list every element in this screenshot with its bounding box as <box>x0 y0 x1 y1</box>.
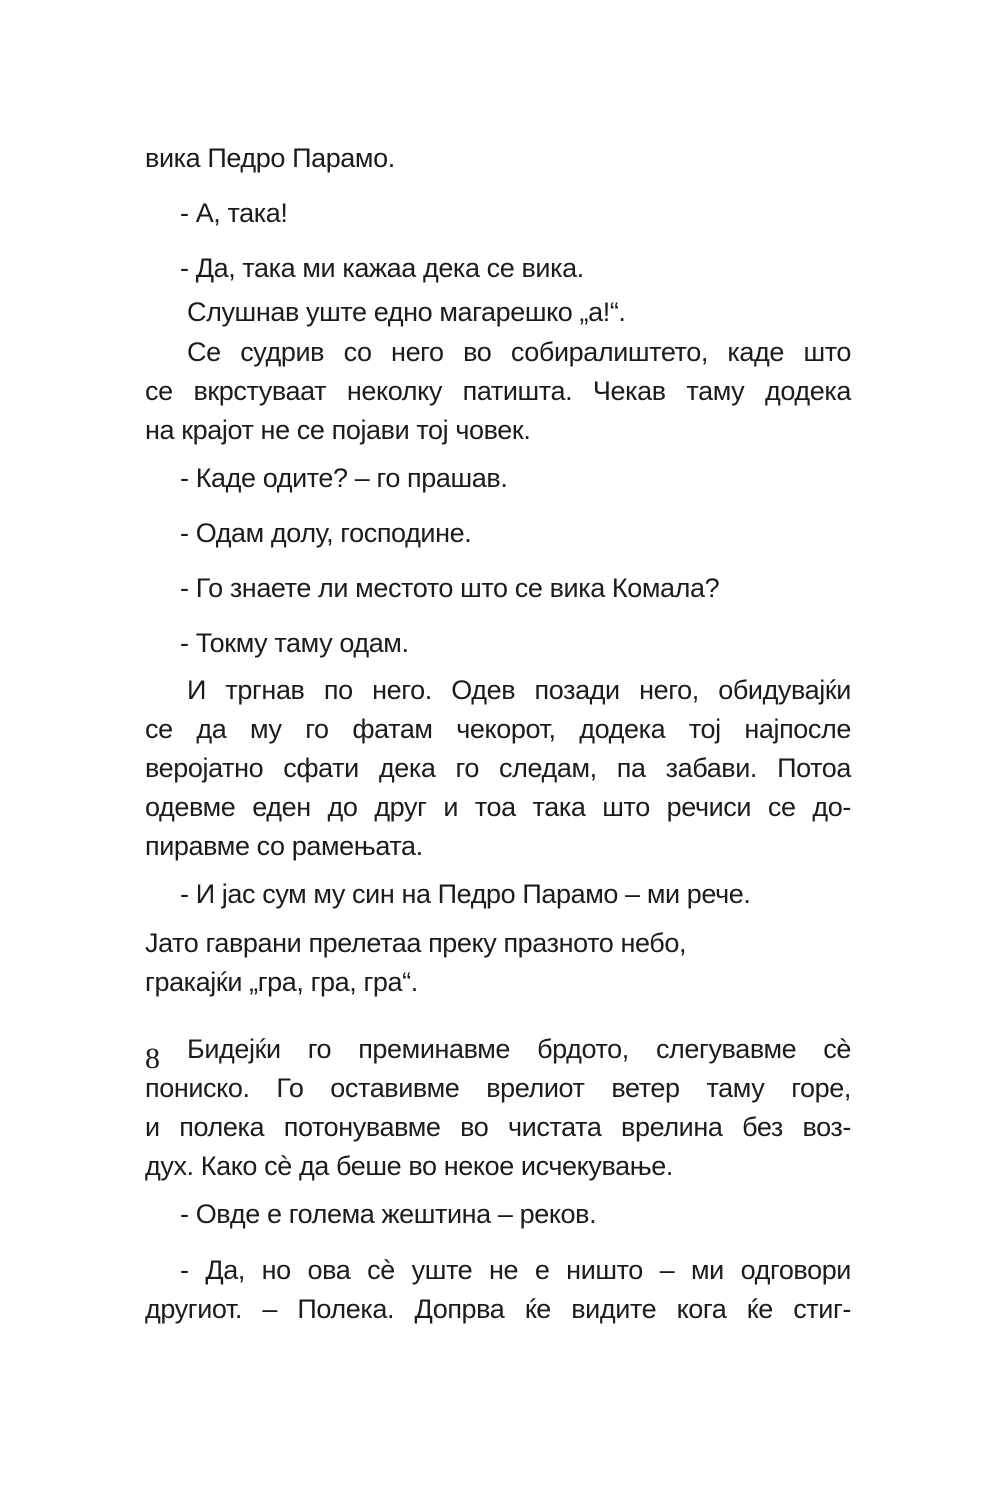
paragraph-line: гракајќи „гра, гра, гра“. <box>145 967 418 997</box>
paragraph-line: одевме еден до друг и тоа така што речиси се до- <box>145 792 851 822</box>
dialogue-line: - Каде одите? – го прашав. <box>180 463 508 493</box>
paragraph-line: Бидејќи го преминавме брдото, слегувавме сѐ <box>187 1034 851 1064</box>
paragraph-line: Јато гаврани прелетаа преку празното небо, <box>145 928 687 958</box>
paragraph-line: и полека потонувавме во чистата врелина без воз- <box>145 1112 851 1142</box>
paragraph-line: другиот. – Полека. Допрва ќе видите кога ќе стиг- <box>145 1294 851 1324</box>
dialogue-line: - А, така! <box>180 198 288 228</box>
paragraph-line: веројатно сфати дека го следам, па забави. Потоа <box>145 753 851 783</box>
text-line: вика Педро Парамо. <box>145 143 395 173</box>
paragraph-line: И тргнав по него. Одев позади него, обидувајќи <box>187 675 851 705</box>
page-number: 8 <box>145 1042 160 1075</box>
dialogue-line: - Да, но ова сѐ уште не е ништо – ми одговори <box>180 1255 851 1285</box>
paragraph-line: се вкрстуваат неколку патишта. Чекав таму додека <box>145 376 851 406</box>
paragraph-line: дух. Како сѐ да беше во некое исчекување. <box>145 1151 674 1181</box>
dialogue-line: - Токму таму одам. <box>180 628 409 658</box>
paragraph-line: пиравме со рамењата. <box>145 831 423 861</box>
dialogue-line: - Го знаете ли местото што се вика Комала? <box>180 573 720 603</box>
dialogue-line: - Да, така ми кажаа дека се вика. <box>180 253 584 283</box>
dialogue-line: - Одам долу, господине. <box>180 518 472 548</box>
paragraph-line: Слушнав уште едно магарешко „а!“. <box>187 297 626 327</box>
dialogue-line: - Овде е голема жештина – реков. <box>180 1199 597 1229</box>
paragraph-line: се да му го фатам чекорот, додека тој најпосле <box>145 714 851 744</box>
paragraph-line: на крајот не се појави тој човек. <box>145 415 531 445</box>
paragraph-line: Се судрив со него во собиралиштето, каде што <box>187 337 851 367</box>
paragraph-line: пониско. Го оставивме врелиот ветер таму горе, <box>145 1073 851 1103</box>
dialogue-line: - И јас сум му син на Педро Парамо – ми рече. <box>180 879 751 909</box>
